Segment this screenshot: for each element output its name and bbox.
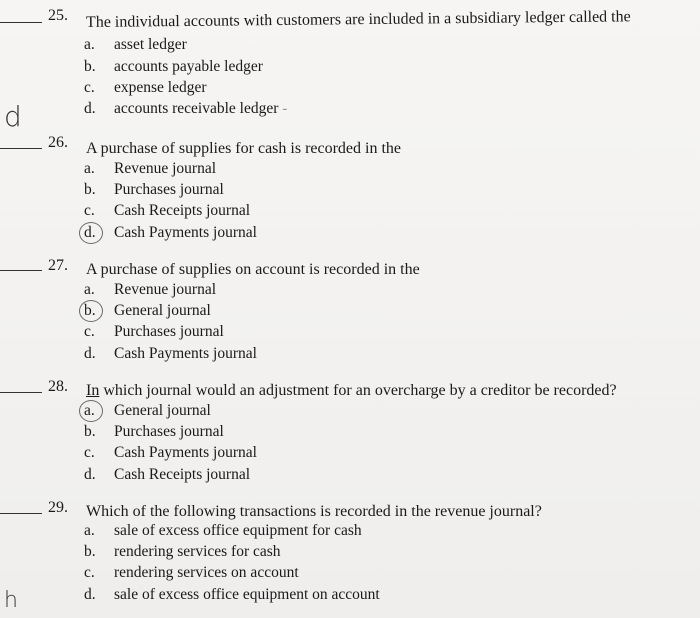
question-text-25: The individual accounts with customers are included in a subsidiary ledger called the	[85, 8, 631, 31]
handwritten-answer-25: d	[4, 100, 22, 133]
answer-circle-26	[79, 222, 103, 244]
option-29b: b. rendering services for cash	[84, 543, 281, 560]
option-26b: b. Purchases journal	[84, 181, 224, 198]
question-number-25: 25.	[48, 7, 68, 24]
option-27d: d. Cash Payments journal	[84, 345, 257, 362]
answer-circle-27	[79, 300, 103, 322]
question-number-27: 27.	[48, 257, 68, 274]
question-text-27: A purchase of supplies on account is recorded in the	[86, 261, 420, 278]
option-25c: c. expense ledger	[84, 79, 207, 96]
option-26c: c. Cash Receipts journal	[84, 202, 251, 219]
option-28c: c. Cash Payments journal	[84, 444, 257, 461]
option-26a: a. Revenue journal	[84, 160, 217, 177]
handwritten-answer-29: h	[4, 588, 18, 613]
underlined-word: In	[86, 382, 100, 399]
answer-blank-27	[0, 270, 42, 271]
answer-blank-26	[0, 148, 42, 149]
option-28d: d. Cash Receipts journal	[84, 466, 251, 483]
option-27b: b. General journal	[84, 302, 211, 320]
option-27a: a. Revenue journal	[84, 281, 217, 298]
option-25d: d. accounts receivable ledger -	[84, 100, 288, 117]
option-26d: d. Cash Payments journal	[84, 224, 257, 242]
question-number-28: 28.	[48, 378, 68, 395]
question-text-28: In which journal would an adjustment for an overcharge by a creditor be recorded?	[86, 382, 617, 399]
option-25a: a. asset ledger	[84, 36, 187, 53]
option-29a: a. sale of excess office equipment for cash	[84, 522, 362, 539]
option-28a: a. General journal	[84, 402, 211, 420]
answer-blank-28	[0, 392, 42, 393]
question-number-29: 29.	[48, 499, 68, 516]
answer-blank-29	[0, 513, 42, 514]
option-25b: b. accounts payable ledger	[84, 58, 263, 75]
option-28b: b. Purchases journal	[84, 423, 224, 440]
question-text-26: A purchase of supplies for cash is recorded in the	[86, 140, 402, 157]
option-29c: c. rendering services on account	[84, 564, 299, 581]
option-27c: c. Purchases journal	[84, 323, 224, 340]
question-number-26: 26.	[48, 134, 68, 151]
option-29d: d. sale of excess office equipment on account	[84, 586, 380, 603]
question-text-29: Which of the following transactions is recorded in the revenue journal?	[86, 503, 542, 520]
answer-circle-28	[79, 400, 103, 422]
answer-blank-25	[0, 22, 42, 23]
